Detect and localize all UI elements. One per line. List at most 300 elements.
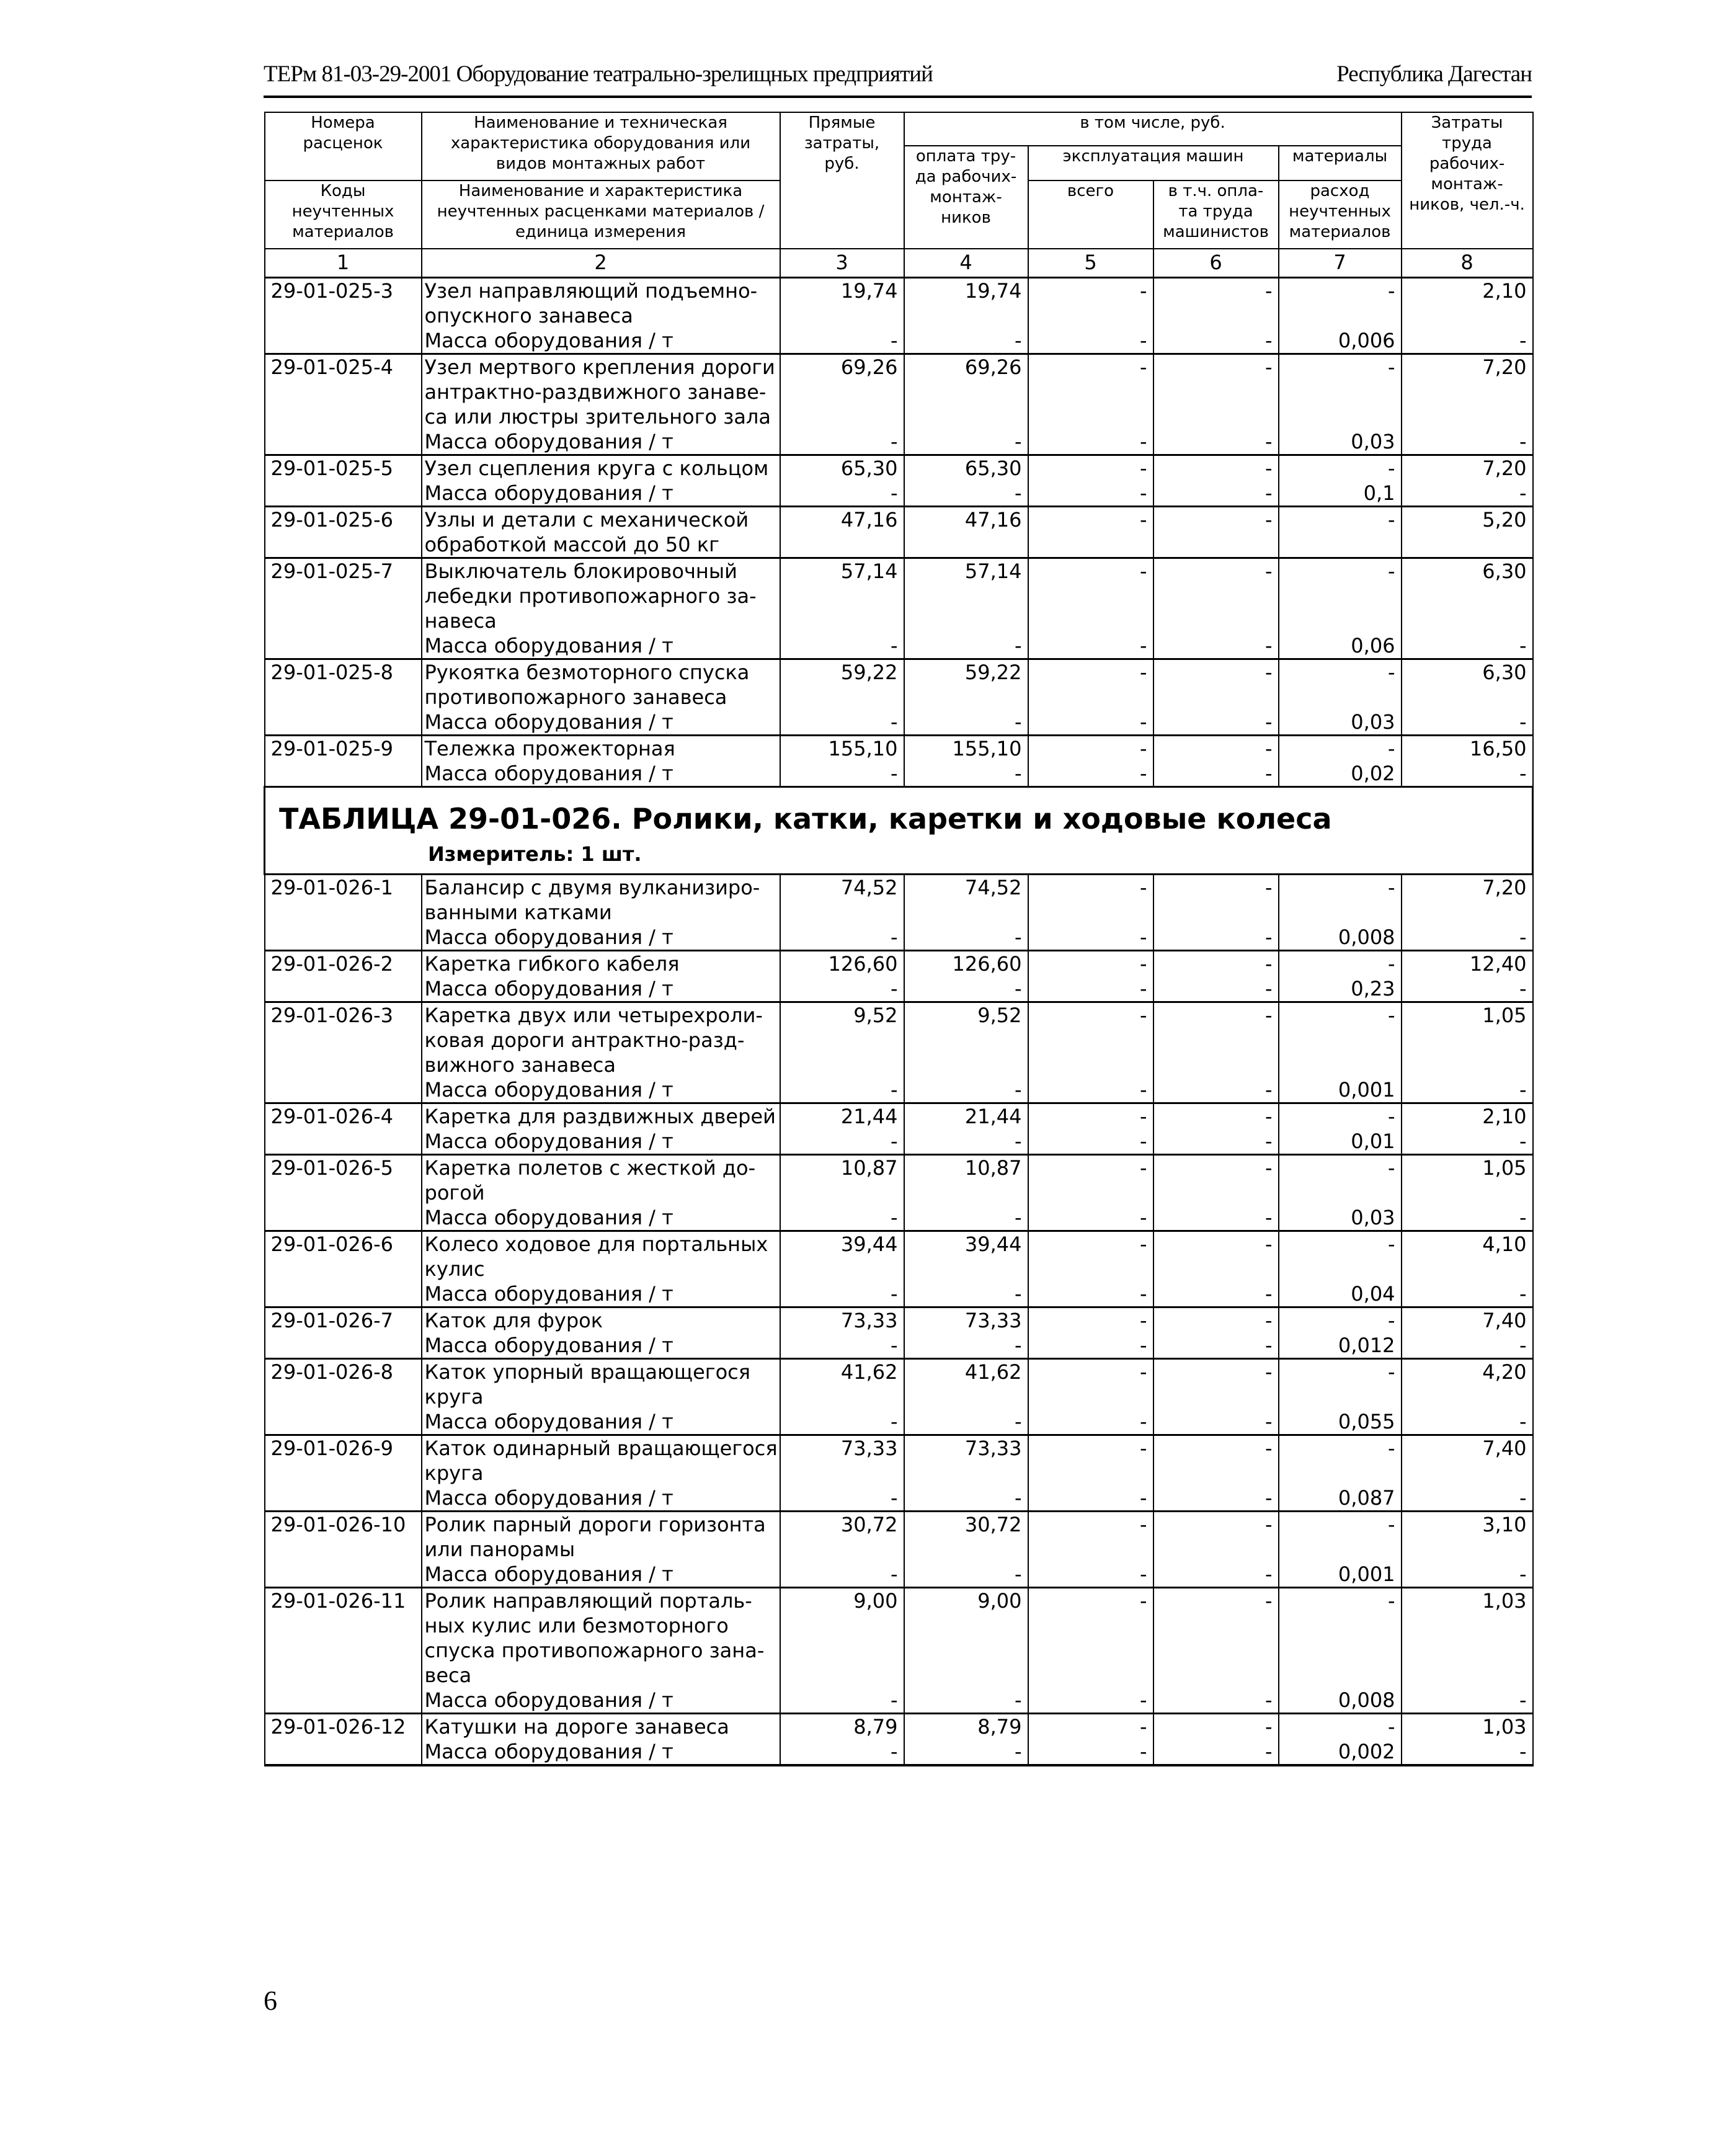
column-number: 7	[1279, 249, 1402, 278]
mass-code-cell	[265, 1486, 422, 1512]
rate-value-c7: -	[1279, 659, 1402, 710]
rate-name-line: Каретка двух или четырехроли-	[424, 1004, 763, 1027]
rate-value-c4: 69,26	[904, 354, 1028, 430]
rate-value-c5: -	[1028, 1359, 1153, 1410]
rate-value-c6: -	[1153, 1512, 1279, 1562]
rate-value-c7: -	[1279, 1231, 1402, 1282]
rate-value-c6: -	[1153, 1103, 1279, 1129]
mass-value-c8: -	[1402, 633, 1533, 659]
col-header-materialy: материалы	[1279, 146, 1402, 180]
mass-value-c5: -	[1028, 1281, 1153, 1307]
mass-value-c5: -	[1028, 1205, 1153, 1231]
rate-value-c7: -	[1279, 1002, 1402, 1078]
mass-value-c8: -	[1402, 1281, 1533, 1307]
mass-value-c7: 0,087	[1279, 1486, 1402, 1512]
rate-code: 29-01-025-7	[265, 558, 422, 634]
mass-value-c4: -	[904, 976, 1028, 1002]
rate-value-c8: 1,03	[1402, 1714, 1533, 1740]
col-header-rashod: расход неучтенных материалов	[1279, 180, 1402, 249]
rate-value-c3: 9,00	[780, 1588, 904, 1688]
mass-value-c3: -	[780, 925, 904, 951]
rate-value-c5: -	[1028, 1307, 1153, 1334]
mass-value-c4: -	[904, 328, 1028, 354]
mass-value-c8: -	[1402, 761, 1533, 787]
rate-value-c8: 2,10	[1402, 278, 1533, 329]
rate-name-line: Колесо ходовое для портальных	[424, 1232, 768, 1256]
rate-row	[265, 1588, 1533, 1688]
mass-value-c4: -	[904, 481, 1028, 507]
mass-label: Масса оборудования / т	[422, 328, 780, 354]
rate-value-c7: -	[1279, 1512, 1402, 1562]
rate-value-c8: 4,20	[1402, 1359, 1533, 1410]
mass-code-cell	[265, 429, 422, 455]
mass-row	[265, 1129, 1533, 1155]
mass-code-cell	[265, 1562, 422, 1588]
mass-label: Масса оборудования / т	[422, 1562, 780, 1588]
page-header	[264, 57, 1532, 98]
mass-value-c7: 0,06	[1279, 633, 1402, 659]
rate-value-c5: -	[1028, 1512, 1153, 1562]
rate-value-c6: -	[1153, 1002, 1279, 1078]
rate-name-line: Узел сцепления круга с кольцом	[424, 457, 769, 480]
rate-row	[265, 1307, 1533, 1334]
mass-value-c6: -	[1153, 1077, 1279, 1103]
rate-value-c7: -	[1279, 1155, 1402, 1206]
rate-value-c5: -	[1028, 507, 1153, 558]
mass-value-c7: 0,001	[1279, 1077, 1402, 1103]
mass-row	[265, 1739, 1533, 1765]
mass-label: Масса оборудования / т	[422, 1205, 780, 1231]
rate-name-line: антрактно-раздвижного занаве-	[424, 380, 767, 404]
rate-value-c3: 41,62	[780, 1359, 904, 1410]
rate-value-c3: 19,74	[780, 278, 904, 329]
rate-value-c6: -	[1153, 1435, 1279, 1486]
rate-value-c5: -	[1028, 1435, 1153, 1486]
rate-name	[422, 951, 780, 977]
mass-code-cell	[265, 1739, 422, 1765]
mass-value-c5: -	[1028, 1333, 1153, 1359]
column-number: 6	[1153, 249, 1279, 278]
mass-row	[265, 1205, 1533, 1231]
col-header-vsego: всего	[1028, 180, 1153, 249]
mass-value-c5: -	[1028, 761, 1153, 787]
mass-code-cell	[265, 1077, 422, 1103]
rate-code: 29-01-025-6	[265, 507, 422, 558]
rate-code: 29-01-026-11	[265, 1588, 422, 1688]
mass-value-c6: -	[1153, 1205, 1279, 1231]
mass-label: Масса оборудования / т	[422, 976, 780, 1002]
rate-value-c3: 10,87	[780, 1155, 904, 1206]
mass-value-c6: -	[1153, 1129, 1279, 1155]
col-header-naim-bottom: Наименование и характеристика неучтенных расценками материалов / единица измерения	[422, 180, 780, 249]
rate-value-c5: -	[1028, 1002, 1153, 1078]
rate-value-c6: -	[1153, 558, 1279, 634]
table-026-body	[265, 875, 1533, 1766]
col-header-oplata: оплата тру-да рабочих-монтаж-ников	[904, 146, 1028, 249]
rate-value-c7: -	[1279, 736, 1402, 762]
rate-name-line: Ролик парный дороги горизонта	[424, 1513, 766, 1536]
rate-name	[422, 1714, 780, 1740]
rate-name	[422, 875, 780, 925]
mass-value-c3: -	[780, 328, 904, 354]
rate-row	[265, 951, 1533, 977]
rate-name	[422, 1435, 780, 1486]
mass-value-c5: -	[1028, 925, 1153, 951]
mass-code-cell	[265, 976, 422, 1002]
mass-code-cell	[265, 1129, 422, 1155]
mass-value-c8: -	[1402, 1077, 1533, 1103]
rate-value-c8: 5,20	[1402, 507, 1533, 558]
rate-value-c3: 39,44	[780, 1231, 904, 1282]
rate-value-c3: 69,26	[780, 354, 904, 430]
rate-name	[422, 659, 780, 710]
rate-value-c6: -	[1153, 1155, 1279, 1206]
mass-value-c3: -	[780, 1077, 904, 1103]
rate-value-c5: -	[1028, 875, 1153, 925]
mass-row	[265, 976, 1533, 1002]
mass-code-cell	[265, 1281, 422, 1307]
col-header-zatraty: Затраты труда рабочих-монтаж-ников, чел.-ч.	[1402, 112, 1533, 249]
col-header-pryamye: Прямые затраты, руб.	[780, 112, 904, 249]
table-025-body	[265, 278, 1533, 787]
rate-value-c4: 155,10	[904, 736, 1028, 762]
rate-value-c3: 126,60	[780, 951, 904, 977]
mass-value-c4: -	[904, 1739, 1028, 1765]
rate-code: 29-01-026-12	[265, 1714, 422, 1740]
rate-row	[265, 354, 1533, 430]
rate-row	[265, 278, 1533, 329]
mass-value-c5: -	[1028, 328, 1153, 354]
mass-value-c4: -	[904, 1562, 1028, 1588]
rate-code: 29-01-025-3	[265, 278, 422, 329]
rate-value-c3: 30,72	[780, 1512, 904, 1562]
mass-value-c6: -	[1153, 1562, 1279, 1588]
rate-value-c8: 16,50	[1402, 736, 1533, 762]
rate-name-line: Каток для фурок	[424, 1309, 603, 1332]
table-026-heading	[265, 787, 1533, 875]
column-number: 4	[904, 249, 1028, 278]
mass-value-c3: -	[780, 1281, 904, 1307]
mass-code-cell	[265, 925, 422, 951]
rate-value-c7: -	[1279, 558, 1402, 634]
mass-value-c7: 0,008	[1279, 925, 1402, 951]
mass-value-c4: -	[904, 1688, 1028, 1714]
mass-value-c8: -	[1402, 1486, 1533, 1512]
mass-value-c5: -	[1028, 976, 1153, 1002]
mass-value-c7: 0,02	[1279, 761, 1402, 787]
region-name: Республика Дагестан	[1336, 61, 1532, 87]
mass-value-c6: -	[1153, 925, 1279, 951]
mass-row	[265, 925, 1533, 951]
rate-value-c8: 1,05	[1402, 1155, 1533, 1206]
rate-name-line: Выключатель блокировочный	[424, 559, 737, 583]
column-number: 5	[1028, 249, 1153, 278]
mass-value-c4: -	[904, 1333, 1028, 1359]
rate-code: 29-01-025-9	[265, 736, 422, 762]
rate-code: 29-01-026-7	[265, 1307, 422, 1334]
rate-row	[265, 659, 1533, 710]
mass-value-c7: 0,002	[1279, 1739, 1402, 1765]
mass-value-c8: -	[1402, 1739, 1533, 1765]
rate-name-line: кулис	[424, 1257, 485, 1281]
mass-value-c6: -	[1153, 1333, 1279, 1359]
column-number: 3	[780, 249, 904, 278]
rate-name-line: Балансир с двумя вулканизиро-	[424, 876, 760, 899]
rate-row	[265, 1359, 1533, 1410]
mass-value-c3: -	[780, 1205, 904, 1231]
table-026-heading-cell	[265, 787, 1533, 875]
mass-value-c8: -	[1402, 710, 1533, 736]
mass-row	[265, 1486, 1533, 1512]
mass-value-c8: -	[1402, 1205, 1533, 1231]
rate-row	[265, 455, 1533, 481]
rate-name-line: спуска противопожарного зана-	[424, 1639, 765, 1662]
mass-value-c5: -	[1028, 481, 1153, 507]
rate-value-c5: -	[1028, 455, 1153, 481]
mass-label: Масса оборудования / т	[422, 710, 780, 736]
rate-value-c7: -	[1279, 455, 1402, 481]
mass-value-c7: 0,03	[1279, 429, 1402, 455]
mass-value-c4: -	[904, 1281, 1028, 1307]
rate-name-line: ванными катками	[424, 901, 612, 924]
rate-value-c4: 19,74	[904, 278, 1028, 329]
rate-name	[422, 1359, 780, 1410]
rate-value-c3: 21,44	[780, 1103, 904, 1129]
rate-row	[265, 875, 1533, 925]
mass-label: Масса оборудования / т	[422, 1739, 780, 1765]
rate-value-c5: -	[1028, 354, 1153, 430]
mass-value-c6: -	[1153, 1281, 1279, 1307]
rate-value-c4: 47,16	[904, 507, 1028, 558]
mass-code-cell	[265, 481, 422, 507]
table-header	[265, 112, 1533, 278]
rate-name-line: круга	[424, 1461, 484, 1485]
rate-name-line: Каток одинарный вращающегося	[424, 1437, 778, 1460]
column-numbers-row	[265, 249, 1533, 278]
rate-row	[265, 507, 1533, 558]
mass-value-c3: -	[780, 761, 904, 787]
mass-value-c4: -	[904, 1129, 1028, 1155]
rate-value-c8: 12,40	[1402, 951, 1533, 977]
mass-label: Масса оборудования / т	[422, 1333, 780, 1359]
mass-row	[265, 328, 1533, 354]
rate-value-c3: 47,16	[780, 507, 904, 558]
rate-name	[422, 1002, 780, 1078]
mass-value-c5: -	[1028, 633, 1153, 659]
mass-label: Масса оборудования / т	[422, 1129, 780, 1155]
rate-code: 29-01-025-8	[265, 659, 422, 710]
rate-name	[422, 1588, 780, 1688]
rate-name	[422, 507, 780, 558]
rate-value-c4: 126,60	[904, 951, 1028, 977]
mass-value-c8: -	[1402, 429, 1533, 455]
rate-value-c5: -	[1028, 659, 1153, 710]
mass-value-c3: -	[780, 1486, 904, 1512]
rate-value-c8: 7,20	[1402, 875, 1533, 925]
rate-name-line: са или люстры зрительного зала	[424, 405, 771, 429]
mass-value-c4: -	[904, 1205, 1028, 1231]
mass-label: Масса оборудования / т	[422, 1688, 780, 1714]
rate-value-c4: 21,44	[904, 1103, 1028, 1129]
rate-value-c4: 9,00	[904, 1588, 1028, 1688]
mass-code-cell	[265, 1333, 422, 1359]
col-header-nomera: Номера расценок	[265, 112, 422, 180]
rate-value-c4: 59,22	[904, 659, 1028, 710]
mass-value-c7: 0,006	[1279, 328, 1402, 354]
mass-code-cell	[265, 328, 422, 354]
mass-value-c3: -	[780, 1129, 904, 1155]
rate-value-c5: -	[1028, 1103, 1153, 1129]
rate-row	[265, 1714, 1533, 1740]
mass-value-c4: -	[904, 710, 1028, 736]
rate-name-line: или панорамы	[424, 1538, 576, 1561]
rate-value-c3: 73,33	[780, 1307, 904, 1334]
col-header-naim-top: Наименование и техническая характеристика оборудования или видов монтажных работ	[422, 112, 780, 180]
document-title: ТЕРм 81-03-29-2001 Оборудование театрально-зрелищных предприятий	[264, 61, 933, 87]
rate-name	[422, 1512, 780, 1562]
rate-value-c6: -	[1153, 1714, 1279, 1740]
rate-value-c3: 65,30	[780, 455, 904, 481]
rate-value-c8: 7,20	[1402, 455, 1533, 481]
rate-value-c5: -	[1028, 1155, 1153, 1206]
mass-value-c7: 0,1	[1279, 481, 1402, 507]
rate-name	[422, 1307, 780, 1334]
rate-name-line: Ролик направляющий порталь-	[424, 1589, 752, 1613]
rate-code: 29-01-026-8	[265, 1359, 422, 1410]
mass-value-c3: -	[780, 633, 904, 659]
rate-value-c7: -	[1279, 1103, 1402, 1129]
rate-value-c4: 9,52	[904, 1002, 1028, 1078]
mass-value-c4: -	[904, 429, 1028, 455]
rate-name-line: ковая дороги антрактно-разд-	[424, 1028, 745, 1052]
col-header-ekspl: эксплуатация машин	[1028, 146, 1279, 180]
rate-code: 29-01-026-3	[265, 1002, 422, 1078]
rate-value-c5: -	[1028, 1588, 1153, 1688]
rate-value-c4: 30,72	[904, 1512, 1028, 1562]
mass-code-cell	[265, 1688, 422, 1714]
mass-label: Масса оборудования / т	[422, 1077, 780, 1103]
mass-value-c8: -	[1402, 925, 1533, 951]
rate-value-c4: 74,52	[904, 875, 1028, 925]
rate-value-c8: 7,40	[1402, 1435, 1533, 1486]
mass-value-c7: 0,04	[1279, 1281, 1402, 1307]
rate-code: 29-01-026-9	[265, 1435, 422, 1486]
rate-value-c7: -	[1279, 278, 1402, 329]
mass-label: Масса оборудования / т	[422, 481, 780, 507]
mass-row	[265, 1562, 1533, 1588]
mass-value-c3: -	[780, 429, 904, 455]
rate-row	[265, 1231, 1533, 1282]
mass-value-c3: -	[780, 710, 904, 736]
rate-row	[265, 1002, 1533, 1078]
rate-code: 29-01-026-1	[265, 875, 422, 925]
mass-value-c6: -	[1153, 481, 1279, 507]
rate-name-line: Каретка полетов с жесткой до-	[424, 1156, 756, 1180]
rate-row	[265, 1435, 1533, 1486]
mass-label: Масса оборудования / т	[422, 429, 780, 455]
mass-value-c6: -	[1153, 328, 1279, 354]
rate-value-c3: 155,10	[780, 736, 904, 762]
mass-value-c7: 0,001	[1279, 1562, 1402, 1588]
rate-row	[265, 558, 1533, 634]
rate-value-c4: 8,79	[904, 1714, 1028, 1740]
mass-value-c8: -	[1402, 481, 1533, 507]
mass-label: Масса оборудования / т	[422, 1281, 780, 1307]
mass-code-cell	[265, 1205, 422, 1231]
mass-value-c4: -	[904, 925, 1028, 951]
mass-value-c8: -	[1402, 1688, 1533, 1714]
rate-value-c6: -	[1153, 278, 1279, 329]
rate-code: 29-01-026-10	[265, 1512, 422, 1562]
rate-value-c3: 73,33	[780, 1435, 904, 1486]
mass-value-c3: -	[780, 1409, 904, 1435]
rate-value-c7: -	[1279, 1359, 1402, 1410]
rate-value-c7: -	[1279, 951, 1402, 977]
rate-name-line: веса	[424, 1664, 472, 1687]
rate-name	[422, 558, 780, 634]
column-number: 2	[422, 249, 780, 278]
rate-value-c7: -	[1279, 1307, 1402, 1334]
mass-value-c6: -	[1153, 633, 1279, 659]
rate-code: 29-01-025-5	[265, 455, 422, 481]
rate-name-line: Узел направляющий подъемно-	[424, 279, 758, 303]
rate-value-c3: 59,22	[780, 659, 904, 710]
mass-value-c4: -	[904, 633, 1028, 659]
rate-value-c8: 1,03	[1402, 1588, 1533, 1688]
mass-value-c8: -	[1402, 1129, 1533, 1155]
rate-value-c8: 6,30	[1402, 558, 1533, 634]
rate-value-c5: -	[1028, 278, 1153, 329]
mass-value-c3: -	[780, 1739, 904, 1765]
mass-row	[265, 1077, 1533, 1103]
rate-value-c7: -	[1279, 1714, 1402, 1740]
mass-row	[265, 1333, 1533, 1359]
rate-row	[265, 736, 1533, 762]
rate-name-line: Каток упорный вращающегося	[424, 1360, 750, 1384]
mass-value-c4: -	[904, 1409, 1028, 1435]
rate-name-line: вижного занавеса	[424, 1053, 616, 1077]
rate-value-c4: 73,33	[904, 1435, 1028, 1486]
mass-row	[265, 429, 1533, 455]
mass-value-c6: -	[1153, 1486, 1279, 1512]
rate-value-c8: 3,10	[1402, 1512, 1533, 1562]
col-header-vtch: в т.ч. опла-та труда машинистов	[1153, 180, 1279, 249]
rate-name-line: Каретка гибкого кабеля	[424, 952, 680, 976]
rate-code: 29-01-026-5	[265, 1155, 422, 1206]
mass-value-c3: -	[780, 1562, 904, 1588]
mass-label: Масса оборудования / т	[422, 633, 780, 659]
rate-name-line: рогой	[424, 1181, 485, 1205]
rate-value-c7: -	[1279, 507, 1402, 558]
rate-value-c8: 6,30	[1402, 659, 1533, 710]
rate-value-c4: 65,30	[904, 455, 1028, 481]
mass-value-c6: -	[1153, 710, 1279, 736]
mass-value-c4: -	[904, 1077, 1028, 1103]
column-number: 8	[1402, 249, 1533, 278]
mass-value-c7: 0,055	[1279, 1409, 1402, 1435]
rate-value-c6: -	[1153, 659, 1279, 710]
rate-value-c6: -	[1153, 455, 1279, 481]
rate-value-c4: 57,14	[904, 558, 1028, 634]
rate-value-c3: 8,79	[780, 1714, 904, 1740]
rate-value-c5: -	[1028, 558, 1153, 634]
col-header-kody: Коды неучтенных материалов	[265, 180, 422, 249]
rate-code: 29-01-026-4	[265, 1103, 422, 1129]
rate-value-c5: -	[1028, 951, 1153, 977]
mass-value-c8: -	[1402, 1409, 1533, 1435]
mass-row	[265, 633, 1533, 659]
rate-row	[265, 1155, 1533, 1206]
